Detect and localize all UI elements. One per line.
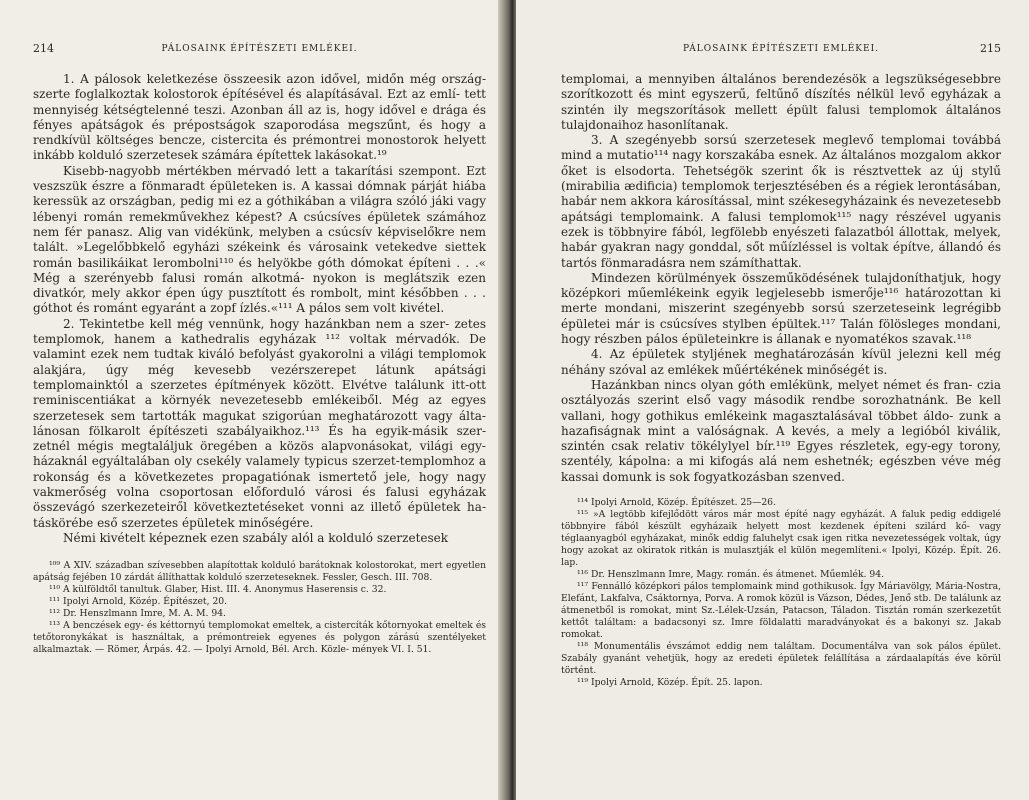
paragraph: Hazánkban nincs olyan góth emlékünk, melyet német és fran- czia osztályozás szerint első vagy második rendbe sorozhatnánk. Be kell vallani, hogy gothikus emlékeink magasztalásával többet áldo- zunk a hazafiságnak mint a valóságnak. A kevés, a mely a legióból kiválik, szintén csak relativ tökélylyel bír.¹¹⁹ Egyes részletek, egy-egy torony, szentély, kápolna: a mi kifogás alá nem eshetnék; egészben véve még kassai domunk is sok fogyatkozásban szenved.: [561, 377, 1001, 484]
footnote: ¹¹⁴ Ipolyi Arnold, Közép. Építészet. 25—26.: [577, 497, 776, 509]
footnote: ¹¹³ A benczések egy- és kéttornyú templomokat emeltek, a cistercíták kőtornyokat emeltek és tetőtoronykákat is használtak, a prémontreiek egyenes és polygon zárású szentélyeket alkalmaztak. — Römer, Árpás. 42. — Ipolyi Arnold, Bél. Arch. Közle- mények VI. I. 51.: [33, 620, 486, 656]
footnotes: [33, 560, 486, 656]
paragraph: 3. A szegényebb sorsú szerzetesek meglevő templomai továbbá mind a mutatio¹¹⁴ nagy korszakába esnek. Az általános mozgalom akkor őket is elsodorta. Tehetségök szerint ők is résztvettek az új stylű (mirabilia ædificia) templomok terjesztésében és a régiek lerontásában, habár nem akkora károsítással, mint székesegyházaink és nevezetesebb apátsági templomaink. A falusi templomok¹¹⁵ nagy részével ugyanis ezek is többnyire fából, legfölebb enyészeti falazatból állottak, melyek, habár gyakran nagy gonddal, sőt műízléssel is voltak építve, állandó és tartós fönmaradásra nem számíthattak.: [561, 133, 1001, 270]
footnote: ¹¹⁷ Fennálló középkori pálos templomaink mind gothikusok. Így Máriavölgy, Mária-Nostra, Elefánt, Lakfalva, Csáktornya, Porva. A romok közül is Vázson, Dédes, Jenő stb. De találunk az átmenetből is romokat, mint Sz.-Lélek-Uzsán, Patacson, Táladon. Tisztán román szerkezetűt kettőt találtam: a badacsonyi sz. Imre földalatti maradványokat és a bakonyi sz. Jakab romokat.: [561, 581, 1001, 641]
footnote: ¹⁰⁹ A XIV. században szívesebben alapítottak kolduló barátoknak kolostorokat, mert egyetlen apátság fejében 10 zárdát állíthattak kolduló szerzeteseknek. Fessler, Gesch. III. 708.: [33, 560, 486, 584]
footnote: ¹¹¹ Ipolyi Arnold, Közép. Építészet, 20.: [49, 596, 228, 608]
footnote: ¹¹⁸ Monumentális évszámot eddig nem találtam. Documentálva van sok pálos épület. Szabály gyanánt vehetjük, hogy az eredeti épületek felállítása a zárdaalapítás éve körül történt.: [561, 641, 1001, 677]
left-page: [0, 0, 506, 800]
footnote: ¹¹⁶ Dr. Henszlmann Imre, Magy. román. és átmenet. Műemlék. 94.: [577, 569, 884, 581]
footnotes: [561, 497, 1001, 689]
paragraph: Kisebb-nagyobb mértékben mérvadó lett a takarítási szempont. Ezt veszszük észre a fönmaradt épületeken is. A kassai dómnak párját hiába keressük az országban, pedig mi ez a góthikában a világra szóló jáki vagy lébenyi román remekművekhez képest? A csúcsíves épületek számához nem fér panasz. Alig van vidékünk, melyben a csúcsív képviselőkre nem talált. »Legelőbbkelő egyházi székeink és városaink vetekedve siettek román basilikáikat lerombolni¹¹⁰ és helyökbe góth dómokat építeni . . .« Még a szerényebb falusi román alkotmá- nyokon is meglátszik ezen divatkór, mely akkor épen úgy pusztított és rombolt, mint későbben . . . góthot és románt egyaránt a zopf ízlés.«¹¹¹ A pálos sem volt kivétel.: [33, 163, 486, 316]
running-head-title: PÁLOSAINK ÉPÍTÉSZETI EMLÉKEI.: [161, 44, 358, 54]
body-text: [33, 72, 486, 546]
paragraph: Mindezen körülmények összeműködésének tulajdoníthatjuk, hogy középkori műemlékeink egyik legjelesebb ismerője¹¹⁶ határozottan ki merte mondani, miszerint szegényebb sorsú szerzeteseink legrégibb épületei már is csúcsíves stylben épültek.¹¹⁷ Talán fölösleges mondani, hogy részben pálos épületeinkre is állanak e nyomatékos szavak.¹¹⁸: [561, 270, 1001, 347]
paragraph: 2. Tekintetbe kell még vennünk, hogy hazánkban nem a szer- zetes templomok, hanem a kathedralis egyházak ¹¹² voltak mérvadók. De valamint ezek nem tudtak kiváló befolyást gyakorolni a világi templomok alakjára, úgy még kevesebb vezérszerepet látunk apátsági templomainktól a szerzetes építmények között. Elvétve találunk itt-ott reminiscentiákat a környék nevezetesebb emlékeiből. Még az egyes szerzetesek sem tartották magukat szigorúan meghatározott vagy álta- lánosan fölkarolt építészeti szabályaikhoz.¹¹³ És ha egyik-másik szer- zetnél mégis megtaláljuk öregében a közös alapvonásokat, világi egy- házaknál egyáltalában oly csekély valamely typicus szerzet-templomhoz a rokonság és a következetes propagatiónak ismertető jele, hogy nagy vakmerőség volna csoportosan előforduló városi és falusi egyházak összevágó szerkezeteiről következtetéseket vonni az illető épületek ha- táskörébe eső szerzetes épületek minőségére.: [33, 316, 486, 530]
footnote: ¹¹⁰ A külföldtől tanultuk. Glaber, Hist. III. 4. Anonymus Haserensis c. 32.: [49, 584, 387, 596]
paragraph: templomai, a mennyiben általános berendezésök a legszükségesebbre szorítkozott és mint egyszerű, feltűnő díszítés nélkül levő egyházak a szintén ily megszorítások mellett épült falusi templomok általános tulajdonaihoz hasonlítanak.: [561, 72, 1001, 132]
paragraph: 1. A pálosok keletkezése összeesik azon idővel, midőn még ország- szerte foglalkoztak kolostorok építésével és alapításával. Ezt az emlí- tett mennyiség kétségtelenné teszi. Azonban áll az is, hogy idővel e drága és fényes apátságok és prépostságok szaporodása megszűnt, és hogy a rendkívül költséges bencze, cistercita és prémontrei monostorok helyett inkább kolduló szerzetesek számára építettek lakásokat.¹⁹: [33, 72, 486, 163]
footnote: ¹¹⁵ »A legtöbb kifejlődött város már most építé nagy egyházát. A faluk pedig eddigelé többnyire fából készült egyházaik helyett most kezdenek építeni szilárd kő- vagy téglaanyagból egyházakat, minők eddig faluhelyt csak igen ritka nevezetességek voltak, úgy hogy azokat az okiratok ritkán is mulasztják el külön megemlíteni.« Ipolyi, Közép. Épít. 26. lap.: [561, 509, 1001, 569]
running-head-title: PÁLOSAINK ÉPÍTÉSZETI EMLÉKEI.: [683, 44, 879, 54]
running-head: [33, 44, 486, 62]
footnote: ¹¹⁹ Ipolyi Arnold, Közép. Épít. 25. lapon.: [577, 677, 763, 689]
page-number: 215: [980, 42, 1001, 55]
right-page: [516, 0, 1029, 800]
footnote: ¹¹² Dr. Henszlmann Imre, M. A. M. 94.: [49, 608, 226, 620]
body-text: [561, 72, 1001, 485]
paragraph: Némi kivételt képeznek ezen szabály alól a kolduló szerzetesek: [63, 530, 449, 545]
page-number: 214: [33, 42, 54, 55]
running-head: [561, 44, 1001, 62]
paragraph: 4. Az épületek styljének meghatározásán kívül jelezni kell még néhány szóval az emlékek műértékének minőségét is.: [561, 347, 1001, 377]
